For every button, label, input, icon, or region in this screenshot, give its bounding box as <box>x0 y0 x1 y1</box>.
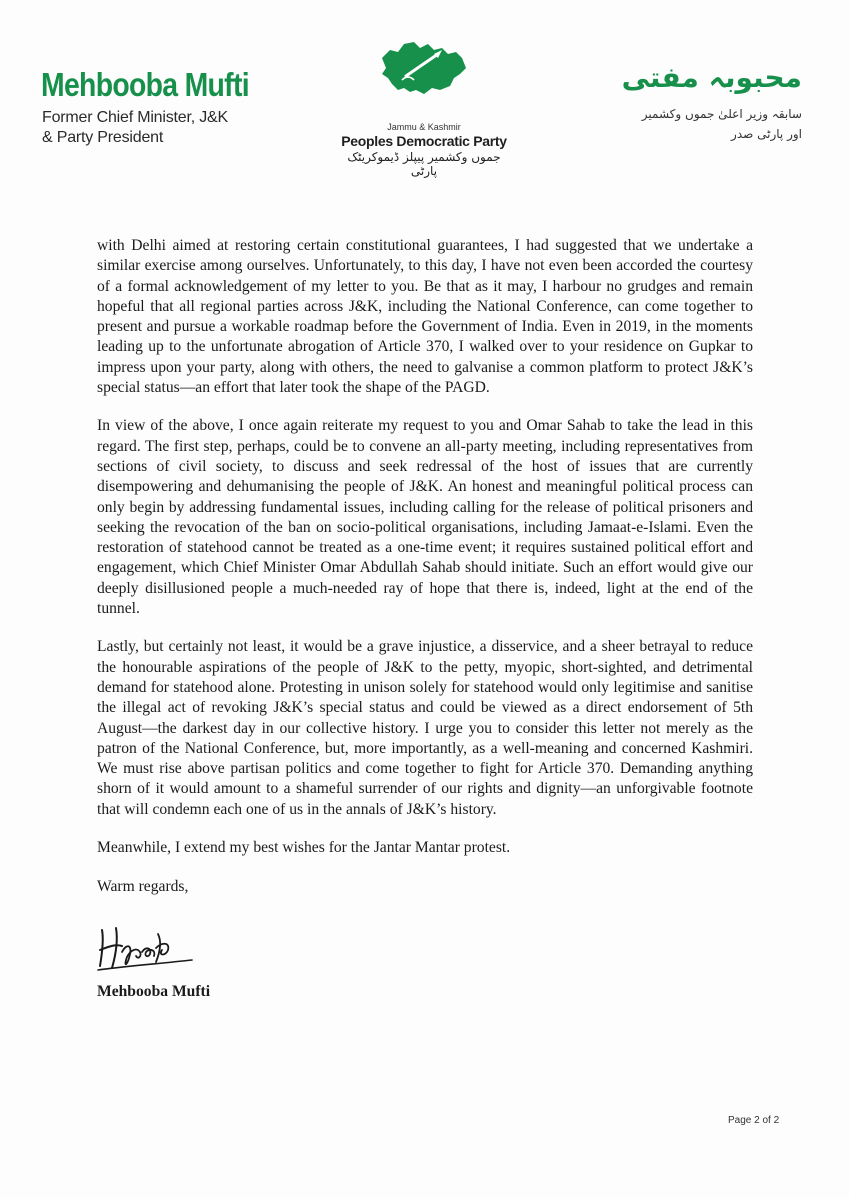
letterhead-designation <box>42 108 228 148</box>
urdu-name: محبوبہ مفتی <box>621 61 802 94</box>
party-name: Peoples Democratic Party <box>341 133 507 149</box>
closing-salutation: Warm regards, <box>97 878 189 895</box>
letterhead <box>0 0 849 200</box>
urdu-designation-line-1: سابقہ وزیر اعلیٰ جموں وکشمیر <box>641 107 802 121</box>
letterhead-urdu <box>621 52 802 144</box>
page-number: Page 2 of 2 <box>728 1115 780 1126</box>
letterhead-name: Mehbooba Mufti <box>41 66 249 103</box>
party-name-urdu: جموں وکشمیر پیپلز ڈیموکریٹک پارٹی <box>347 150 501 178</box>
signature-icon <box>96 922 206 974</box>
signer-name: Mehbooba Mufti <box>97 983 211 1000</box>
designation-line-1: Former Chief Minister, J&K <box>42 109 228 126</box>
jk-map-pen-icon <box>376 38 472 98</box>
urdu-designation-line-2: اور پارٹی صدر <box>731 127 802 141</box>
party-region: Jammu & Kashmir <box>387 122 461 132</box>
letter-body <box>97 236 753 876</box>
paragraph-3: Lastly, but certainly not least, it would be a grave injustice, a disservice, and a sheer betrayal to reduce the honourable aspirations of the people of J&K to the petty, myopic, short-sighted, and detrimental demand for statehood alone. Protesting in unison solely for statehood would only legitimise and sanitise the illegal act of revoking J&K’s special status and could be viewed as a direct endorsement of 5th August—the darkest day in our collective history. I urge you to consider this letter not merely as the patron of the National Conference, but, more importantly, as a well-meaning and concerned Kashmiri. We must rise above partisan politics and come together to fight for Article 370. Demanding anything shorn of it would amount to a shameful surrender of our rights and dignity—an unforgivable footnote that will condemn each one of us in the annals of J&K’s history. <box>97 638 753 818</box>
party-logo <box>338 38 518 178</box>
paragraph-2: In view of the above, I once again reiterate my request to you and Omar Sahab to take the lead in this regard. The first step, perhaps, could be to convene an all-party meeting, including representatives from sections of civil society, to discuss and seek redressal of the host of issues that are currently disempowering and dehumanising the people of J&K. An honest and meaningful political process can only begin by addressing fundamental issues, including calling for the release of political prisoners and seeking the revocation of the ban on socio-political organisations, including Jamaat-e-Islami. Even the restoration of statehood cannot be treated as a one-time event; it requires sustained political effort and engagement, which Chief Minister Omar Abdullah Sahab should initiate. Such an effort would give our deeply disillusioned people a much-needed ray of hope that there is, indeed, light at the end of the tunnel. <box>97 417 753 618</box>
designation-line-2: & Party President <box>42 129 164 146</box>
paragraph-4: Meanwhile, I extend my best wishes for the Jantar Mantar protest. <box>97 839 511 857</box>
paragraph-1: with Delhi aimed at restoring certain constitutional guarantees, I had suggested that we undertake a similar exercise among ourselves. Unfortunately, to this day, I have not even been accorded the courtesy of a formal acknowledgement of my letter to you. Be that as it may, I harbour no grudges and remain hopeful that all regional parties across J&K, including the National Conference, can come together to present and pursue a workable roadmap before the Government of India. Even in 2019, in the moments leading up to the unfortunate abrogation of Article 370, I walked over to your residence on Gupkar to impress upon your party, along with others, the need to galvanise a common platform to protect J&K’s special status—an effort that later took the shape of the PAGD. <box>97 237 753 397</box>
